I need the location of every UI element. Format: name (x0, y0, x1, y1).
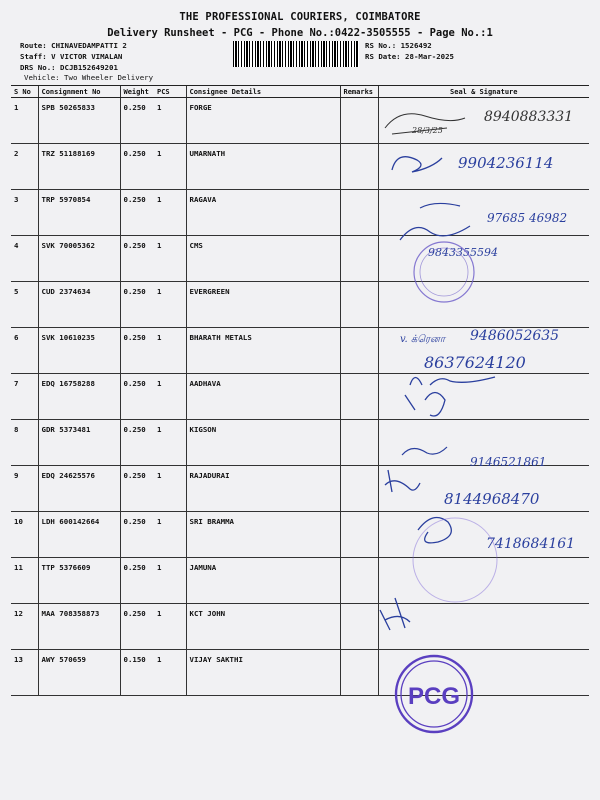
row-consignment-no: TRZ 51188169 (38, 144, 120, 190)
row-signature (378, 328, 589, 374)
row-remarks (340, 190, 378, 236)
company-title: THE PROFESSIONAL COURIERS, COIMBATORE (179, 11, 421, 23)
row-remarks (340, 512, 378, 558)
row-weight: 0.250 (120, 282, 154, 328)
row-signature (378, 190, 589, 236)
row-consignee: BHARATH METALS (186, 328, 340, 374)
row-weight: 0.250 (120, 558, 154, 604)
row-signature (378, 144, 589, 190)
col-pcs: PCS (154, 86, 186, 98)
row-pcs: 1 (154, 98, 186, 144)
table-row (11, 98, 589, 144)
row-weight: 0.250 (120, 466, 154, 512)
row-pcs: 1 (154, 650, 186, 696)
row-consignee: EVERGREEN (186, 282, 340, 328)
table-row (11, 328, 589, 374)
row7-phone: 9486052635 (470, 328, 560, 344)
row-pcs: 1 (154, 236, 186, 282)
row-weight: 0.250 (120, 190, 154, 236)
row-signature (378, 236, 589, 282)
table-row (11, 512, 589, 558)
row-remarks (340, 650, 378, 696)
row-weight: 0.150 (120, 650, 154, 696)
table-row (11, 420, 589, 466)
row-pcs: 1 (154, 144, 186, 190)
row-sno: 13 (11, 650, 38, 696)
row4-phone: 9843355594 (428, 246, 498, 259)
row-weight: 0.250 (120, 328, 154, 374)
row-sno: 4 (11, 236, 38, 282)
row-consignee: SRI BRAMMA (186, 512, 340, 558)
row-signature (378, 466, 589, 512)
vehicle-label: Vehicle: Two Wheeler Delivery (24, 73, 154, 82)
row-consignee: CMS (186, 236, 340, 282)
row-signature (378, 420, 589, 466)
row-consignment-no: TTP 5376609 (38, 558, 120, 604)
row11-phone: 7418684161 (486, 536, 576, 552)
row-sno: 5 (11, 282, 38, 328)
row-consignee: VIJAY SAKTHI (186, 650, 340, 696)
row-consignee: RAJADURAI (186, 466, 340, 512)
row-pcs: 1 (154, 420, 186, 466)
row-consignment-no: CUD 2374634 (38, 282, 120, 328)
col-sno: S No (11, 86, 38, 98)
col-consignee: Consignee Details (186, 86, 340, 98)
row-sno: 3 (11, 190, 38, 236)
col-signature: Seal & Signature (378, 86, 589, 98)
row-pcs: 1 (154, 374, 186, 420)
row-consignee: JAMUNA (186, 558, 340, 604)
row-pcs: 1 (154, 604, 186, 650)
rs-date: RS Date: 28-Mar-2025 (365, 52, 454, 61)
row-weight: 0.250 (120, 98, 154, 144)
row-signature (378, 282, 589, 328)
col-remarks: Remarks (340, 86, 378, 98)
row-remarks (340, 558, 378, 604)
row-sno: 7 (11, 374, 38, 420)
table-row (11, 650, 589, 696)
row-signature (378, 558, 589, 604)
row-weight: 0.250 (120, 420, 154, 466)
table-row (11, 282, 589, 328)
row-consignment-no: EDQ 16758288 (38, 374, 120, 420)
row-weight: 0.250 (120, 236, 154, 282)
rs-number: RS No.: 1526492 (365, 41, 432, 50)
row-sno: 9 (11, 466, 38, 512)
row3-phone: 97685 46982 (487, 211, 568, 225)
row-consignment-no: SVK 10610235 (38, 328, 120, 374)
route-label: Route: CHINAVEDAMPATTI 2 (20, 41, 127, 50)
row-consignee: KCT JOHN (186, 604, 340, 650)
row-signature (378, 374, 589, 420)
table-header-row (11, 86, 589, 98)
barcode (233, 41, 359, 67)
row-consignee: RAGAVA (186, 190, 340, 236)
row1-phone: 8940883331 (484, 109, 574, 125)
row-signature (378, 650, 589, 696)
row-remarks (340, 604, 378, 650)
table-row (11, 236, 589, 282)
row-remarks (340, 282, 378, 328)
row-remarks (340, 98, 378, 144)
row-signature (378, 98, 589, 144)
row-consignee: KIGSON (186, 420, 340, 466)
row-sno: 11 (11, 558, 38, 604)
row7-name: v. க்ரெனா (400, 334, 446, 345)
row-pcs: 1 (154, 466, 186, 512)
staff-label: Staff: V VICTOR VIMALAN (20, 52, 123, 61)
table-row (11, 374, 589, 420)
row-pcs: 1 (154, 328, 186, 374)
row-signature (378, 512, 589, 558)
row-consignee: UMARNATH (186, 144, 340, 190)
row9-phone: 9146521861 (470, 455, 547, 469)
row-sno: 6 (11, 328, 38, 374)
row-sno: 8 (11, 420, 38, 466)
table-row (11, 144, 589, 190)
drs-number: DRS No.: DCJB152649201 (20, 63, 118, 72)
runsheet-subtitle: Delivery Runsheet - PCG - Phone No.:0422-3505555 - Page No.:1 (107, 27, 493, 39)
row-weight: 0.250 (120, 144, 154, 190)
row-consignment-no: MAA 708358873 (38, 604, 120, 650)
row-remarks (340, 420, 378, 466)
row-remarks (340, 466, 378, 512)
row-sno: 1 (11, 98, 38, 144)
pcg-stamp-text: PCG (407, 683, 461, 710)
row1-date: 28/3/25 (412, 126, 443, 135)
row-pcs: 1 (154, 190, 186, 236)
row-pcs: 1 (154, 282, 186, 328)
row-signature (378, 604, 589, 650)
table-row (11, 466, 589, 512)
col-consignment: Consignment No (38, 86, 120, 98)
delivery-table (11, 85, 589, 696)
row-consignment-no: SPB 50265833 (38, 98, 120, 144)
row-sno: 12 (11, 604, 38, 650)
row-consignment-no: TRP 5970854 (38, 190, 120, 236)
row-weight: 0.250 (120, 374, 154, 420)
col-weight: Weight (120, 86, 154, 98)
row-consignment-no: AWY 570659 (38, 650, 120, 696)
row-pcs: 1 (154, 512, 186, 558)
row-consignment-no: LDH 600142664 (38, 512, 120, 558)
row-pcs: 1 (154, 558, 186, 604)
row-consignment-no: SVK 70005362 (38, 236, 120, 282)
table-row (11, 558, 589, 604)
row-remarks (340, 144, 378, 190)
row-consignment-no: GDR 5373481 (38, 420, 120, 466)
row2-phone: 9904236114 (458, 154, 554, 172)
row7b-phone: 8637624120 (424, 353, 526, 372)
row-weight: 0.250 (120, 512, 154, 558)
row-consignee: AADHAVA (186, 374, 340, 420)
row-consignee: FORGE (186, 98, 340, 144)
row-consignment-no: EDQ 24625576 (38, 466, 120, 512)
row-sno: 10 (11, 512, 38, 558)
row-weight: 0.250 (120, 604, 154, 650)
row-remarks (340, 236, 378, 282)
row-sno: 2 (11, 144, 38, 190)
table-row (11, 604, 589, 650)
row-remarks (340, 328, 378, 374)
row-remarks (340, 374, 378, 420)
table-row (11, 190, 589, 236)
row10-phone: 8144968470 (444, 490, 540, 508)
